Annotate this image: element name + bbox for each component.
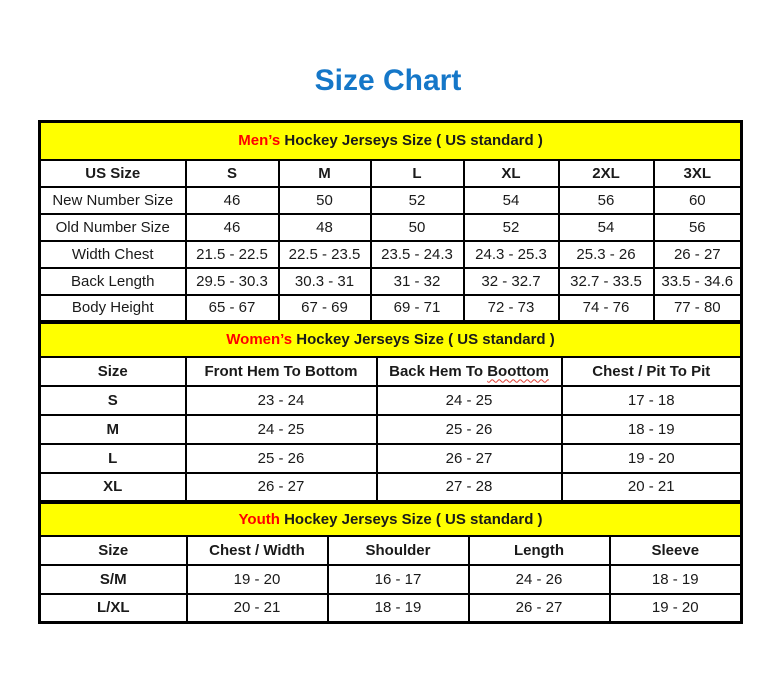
womens-column-header-1: Front Hem To Bottom (186, 357, 377, 386)
womens-value-cell-0-0: 23 - 24 (186, 386, 377, 415)
womens-value-cell-3-2: 20 - 21 (562, 473, 742, 502)
mens-column-header-2: M (279, 160, 371, 187)
mens-section-accent: Men’s (238, 132, 281, 150)
mens-value-cell-2-4: 25.3 - 26 (559, 241, 654, 268)
mens-value-cell-1-1: 48 (279, 214, 371, 241)
misspelled-word: Boottom (487, 362, 549, 380)
mens-table-row-1 (40, 214, 742, 241)
mens-row-label-4: Body Height (40, 295, 186, 322)
mens-table-row-3 (40, 268, 742, 295)
mens-value-cell-0-3: 54 (464, 187, 559, 214)
mens-column-header-1: S (186, 160, 279, 187)
mens-section-title-rest: Hockey Jerseys Size ( US standard ) (280, 132, 543, 150)
mens-section-header (40, 122, 742, 160)
mens-value-cell-4-1: 67 - 69 (279, 295, 371, 322)
womens-value-cell-2-0: 25 - 26 (186, 444, 377, 473)
womens-table-row-2 (40, 444, 742, 473)
womens-table-row-3 (40, 473, 742, 502)
youth-row-label-1: L/XL (40, 594, 187, 623)
youth-section-accent: Youth (238, 510, 280, 528)
mens-row-label-3: Back Length (40, 268, 186, 295)
youth-column-header-2: Shoulder (328, 536, 469, 565)
womens-table-row-0 (40, 386, 742, 415)
mens-value-cell-0-0: 46 (186, 187, 279, 214)
womens-column-header-row (40, 357, 742, 386)
mens-column-header-row (40, 160, 742, 187)
youth-value-cell-1-1: 18 - 19 (328, 594, 469, 623)
youth-value-cell-0-2: 24 - 26 (469, 565, 610, 594)
mens-value-cell-0-5: 60 (654, 187, 742, 214)
womens-value-cell-0-2: 17 - 18 (562, 386, 742, 415)
youth-value-cell-0-0: 19 - 20 (187, 565, 328, 594)
mens-value-cell-3-3: 32 - 32.7 (464, 268, 559, 295)
mens-column-header-4: XL (464, 160, 559, 187)
mens-value-cell-1-4: 54 (559, 214, 654, 241)
youth-value-cell-0-3: 18 - 19 (610, 565, 742, 594)
youth-column-header-0: Size (40, 536, 187, 565)
mens-value-cell-0-1: 50 (279, 187, 371, 214)
mens-value-cell-2-2: 23.5 - 24.3 (371, 241, 464, 268)
youth-section-title-rest: Hockey Jerseys Size ( US standard ) (279, 510, 543, 528)
youth-size-table (38, 501, 743, 624)
youth-column-header-3: Length (469, 536, 610, 565)
mens-size-table (38, 120, 743, 323)
womens-value-cell-2-2: 19 - 20 (562, 444, 742, 473)
mens-value-cell-3-1: 30.3 - 31 (279, 268, 371, 295)
mens-value-cell-4-0: 65 - 67 (186, 295, 279, 322)
page-title: Size Chart (314, 64, 462, 97)
womens-row-label-3: XL (40, 473, 186, 502)
womens-row-label-1: M (40, 415, 186, 444)
mens-value-cell-2-0: 21.5 - 22.5 (186, 241, 279, 268)
womens-value-cell-1-1: 25 - 26 (377, 415, 562, 444)
mens-row-label-0: New Number Size (40, 187, 186, 214)
mens-value-cell-3-5: 33.5 - 34.6 (654, 268, 742, 295)
mens-column-header-0: US Size (40, 160, 186, 187)
youth-value-cell-1-0: 20 - 21 (187, 594, 328, 623)
youth-value-cell-0-1: 16 - 17 (328, 565, 469, 594)
mens-table-row-0 (40, 187, 742, 214)
womens-value-cell-0-1: 24 - 25 (377, 386, 562, 415)
youth-section-row (40, 503, 742, 536)
mens-value-cell-4-4: 74 - 76 (559, 295, 654, 322)
womens-section-row (40, 323, 742, 357)
mens-table-row-4 (40, 295, 742, 322)
womens-section-header (40, 323, 742, 357)
mens-value-cell-2-3: 24.3 - 25.3 (464, 241, 559, 268)
mens-section-row (40, 122, 742, 160)
womens-row-label-0: S (40, 386, 186, 415)
womens-value-cell-3-0: 26 - 27 (186, 473, 377, 502)
youth-table-row-1 (40, 594, 742, 623)
mens-column-header-3: L (371, 160, 464, 187)
mens-value-cell-3-0: 29.5 - 30.3 (186, 268, 279, 295)
youth-column-header-1: Chest / Width (187, 536, 328, 565)
womens-value-cell-3-1: 27 - 28 (377, 473, 562, 502)
mens-value-cell-2-5: 26 - 27 (654, 241, 742, 268)
mens-value-cell-3-4: 32.7 - 33.5 (559, 268, 654, 295)
mens-row-label-1: Old Number Size (40, 214, 186, 241)
mens-value-cell-1-3: 52 (464, 214, 559, 241)
mens-value-cell-1-5: 56 (654, 214, 742, 241)
womens-table-row-1 (40, 415, 742, 444)
youth-value-cell-1-2: 26 - 27 (469, 594, 610, 623)
mens-value-cell-2-1: 22.5 - 23.5 (279, 241, 371, 268)
mens-value-cell-0-2: 52 (371, 187, 464, 214)
womens-column-header-0: Size (40, 357, 186, 386)
youth-table-row-0 (40, 565, 742, 594)
womens-size-table (38, 321, 743, 503)
mens-value-cell-1-0: 46 (186, 214, 279, 241)
mens-value-cell-4-3: 72 - 73 (464, 295, 559, 322)
youth-column-header-4: Sleeve (610, 536, 742, 565)
womens-row-label-2: L (40, 444, 186, 473)
mens-value-cell-0-4: 56 (559, 187, 654, 214)
mens-value-cell-4-5: 77 - 80 (654, 295, 742, 322)
womens-section-title-rest: Hockey Jerseys Size ( US standard ) (292, 331, 555, 349)
mens-value-cell-4-2: 69 - 71 (371, 295, 464, 322)
womens-column-header-3: Chest / Pit To Pit (562, 357, 742, 386)
mens-column-header-6: 3XL (654, 160, 742, 187)
womens-value-cell-1-2: 18 - 19 (562, 415, 742, 444)
mens-row-label-2: Width Chest (40, 241, 186, 268)
youth-column-header-row (40, 536, 742, 565)
womens-value-cell-2-1: 26 - 27 (377, 444, 562, 473)
youth-value-cell-1-3: 19 - 20 (610, 594, 742, 623)
mens-value-cell-1-2: 50 (371, 214, 464, 241)
womens-section-accent: Women’s (226, 331, 293, 349)
youth-row-label-0: S/M (40, 565, 187, 594)
size-tables-container (38, 120, 740, 624)
youth-section-header (40, 503, 742, 536)
mens-value-cell-3-2: 31 - 32 (371, 268, 464, 295)
mens-table-row-2 (40, 241, 742, 268)
mens-column-header-5: 2XL (559, 160, 654, 187)
womens-column-header-2: Back Hem To Boottom (377, 357, 562, 386)
womens-value-cell-1-0: 24 - 25 (186, 415, 377, 444)
